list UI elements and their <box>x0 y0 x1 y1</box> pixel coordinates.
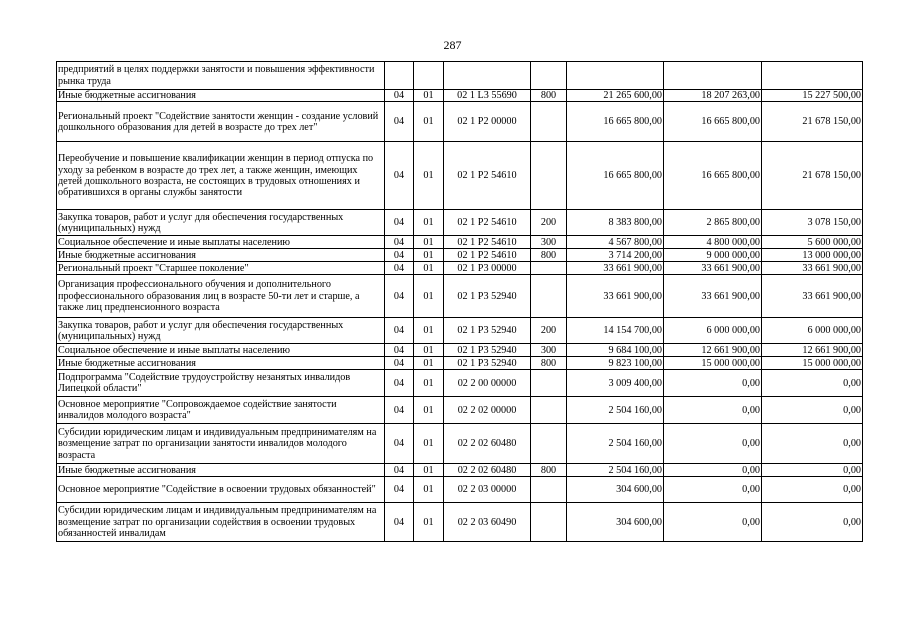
amount-year3-cell: 3 078 150,00 <box>762 210 863 236</box>
row-name-cell: Иные бюджетные ассигнования <box>57 249 385 262</box>
table-row <box>57 210 863 236</box>
amount-year1-cell: 9 823 100,00 <box>567 357 664 370</box>
target-article-code-cell: 02 1 P3 00000 <box>444 262 531 275</box>
amount-year1-cell: 2 504 160,00 <box>567 397 664 424</box>
subsection-code-cell: 01 <box>414 503 444 542</box>
row-name-cell: Закупка товаров, работ и услуг для обеспечения государственных (муниципальных) нужд <box>57 210 385 236</box>
amount-year1-cell: 16 665 800,00 <box>567 102 664 142</box>
section-code-cell <box>385 62 414 90</box>
target-article-code-cell: 02 1 L3 55690 <box>444 90 531 102</box>
amount-year2-cell: 2 865 800,00 <box>664 210 762 236</box>
section-code-cell: 04 <box>385 357 414 370</box>
subsection-code-cell: 01 <box>414 424 444 464</box>
section-code-cell: 04 <box>385 397 414 424</box>
row-name-cell: Основное мероприятие "Содействие в освоении трудовых обязанностей" <box>57 477 385 503</box>
table-row <box>57 62 863 90</box>
section-code-cell: 04 <box>385 102 414 142</box>
amount-year1-cell: 33 661 900,00 <box>567 275 664 318</box>
expense-type-cell: 800 <box>531 464 567 477</box>
subsection-code-cell: 01 <box>414 236 444 249</box>
amount-year3-cell: 0,00 <box>762 464 863 477</box>
subsection-code-cell <box>414 62 444 90</box>
amount-year2-cell: 15 000 000,00 <box>664 357 762 370</box>
expense-type-cell: 300 <box>531 344 567 357</box>
amount-year3-cell: 15 227 500,00 <box>762 90 863 102</box>
amount-year1-cell <box>567 62 664 90</box>
amount-year2-cell: 9 000 000,00 <box>664 249 762 262</box>
expense-type-cell <box>531 370 567 397</box>
amount-year3-cell: 0,00 <box>762 397 863 424</box>
amount-year3-cell: 0,00 <box>762 477 863 503</box>
row-name-cell: Социальное обеспечение и иные выплаты населению <box>57 344 385 357</box>
amount-year1-cell: 14 154 700,00 <box>567 318 664 344</box>
amount-year2-cell: 33 661 900,00 <box>664 275 762 318</box>
target-article-code-cell: 02 2 02 60480 <box>444 424 531 464</box>
amount-year1-cell: 3 009 400,00 <box>567 370 664 397</box>
table-row <box>57 357 863 370</box>
expense-type-cell <box>531 62 567 90</box>
subsection-code-cell: 01 <box>414 249 444 262</box>
table-row <box>57 397 863 424</box>
target-article-code-cell: 02 1 P3 52940 <box>444 275 531 318</box>
amount-year3-cell: 0,00 <box>762 503 863 542</box>
amount-year1-cell: 304 600,00 <box>567 477 664 503</box>
amount-year1-cell: 33 661 900,00 <box>567 262 664 275</box>
amount-year1-cell: 16 665 800,00 <box>567 142 664 210</box>
target-article-code-cell: 02 1 P3 52940 <box>444 357 531 370</box>
amount-year1-cell: 304 600,00 <box>567 503 664 542</box>
target-article-code-cell: 02 2 03 60490 <box>444 503 531 542</box>
expense-type-cell: 200 <box>531 318 567 344</box>
expense-type-cell <box>531 262 567 275</box>
row-name-cell: Субсидии юридическим лицам и индивидуальным предпринимателям на возмещение затрат по организации содействия в освоении трудовых обязанностей инвалидам <box>57 503 385 542</box>
section-code-cell: 04 <box>385 318 414 344</box>
subsection-code-cell: 01 <box>414 318 444 344</box>
row-name-cell: Социальное обеспечение и иные выплаты населению <box>57 236 385 249</box>
target-article-code-cell: 02 1 P2 00000 <box>444 102 531 142</box>
expense-type-cell: 800 <box>531 249 567 262</box>
row-name-cell: Организация профессионального обучения и дополнительного профессионального образования лиц в возрасте 50-ти лет и старше, а также лиц предпенсионного возраста <box>57 275 385 318</box>
section-code-cell: 04 <box>385 210 414 236</box>
amount-year2-cell: 18 207 263,00 <box>664 90 762 102</box>
section-code-cell: 04 <box>385 370 414 397</box>
amount-year3-cell: 0,00 <box>762 424 863 464</box>
amount-year2-cell: 33 661 900,00 <box>664 262 762 275</box>
row-name-cell: Закупка товаров, работ и услуг для обеспечения государственных (муниципальных) нужд <box>57 318 385 344</box>
amount-year2-cell: 0,00 <box>664 397 762 424</box>
expense-type-cell: 200 <box>531 210 567 236</box>
section-code-cell: 04 <box>385 262 414 275</box>
table-row <box>57 236 863 249</box>
subsection-code-cell: 01 <box>414 210 444 236</box>
subsection-code-cell: 01 <box>414 397 444 424</box>
amount-year3-cell: 12 661 900,00 <box>762 344 863 357</box>
section-code-cell: 04 <box>385 90 414 102</box>
row-name-cell: Иные бюджетные ассигнования <box>57 464 385 477</box>
amount-year3-cell: 0,00 <box>762 370 863 397</box>
amount-year3-cell: 21 678 150,00 <box>762 142 863 210</box>
amount-year3-cell: 33 661 900,00 <box>762 275 863 318</box>
expense-type-cell: 800 <box>531 90 567 102</box>
table-row <box>57 249 863 262</box>
expense-type-cell <box>531 102 567 142</box>
expense-type-cell <box>531 477 567 503</box>
amount-year2-cell <box>664 62 762 90</box>
expense-type-cell <box>531 142 567 210</box>
section-code-cell: 04 <box>385 249 414 262</box>
section-code-cell: 04 <box>385 142 414 210</box>
amount-year2-cell: 0,00 <box>664 424 762 464</box>
amount-year3-cell <box>762 62 863 90</box>
target-article-code-cell: 02 2 02 00000 <box>444 397 531 424</box>
subsection-code-cell: 01 <box>414 464 444 477</box>
target-article-code-cell <box>444 62 531 90</box>
table-row <box>57 90 863 102</box>
amount-year2-cell: 16 665 800,00 <box>664 142 762 210</box>
amount-year3-cell: 15 000 000,00 <box>762 357 863 370</box>
table-row <box>57 477 863 503</box>
section-code-cell: 04 <box>385 424 414 464</box>
section-code-cell: 04 <box>385 275 414 318</box>
row-name-cell: Иные бюджетные ассигнования <box>57 90 385 102</box>
subsection-code-cell: 01 <box>414 357 444 370</box>
expense-type-cell <box>531 424 567 464</box>
amount-year3-cell: 13 000 000,00 <box>762 249 863 262</box>
amount-year1-cell: 8 383 800,00 <box>567 210 664 236</box>
row-name-cell: предприятий в целях поддержки занятости и повышения эффективности рынка труда <box>57 62 385 90</box>
subsection-code-cell: 01 <box>414 142 444 210</box>
amount-year3-cell: 6 000 000,00 <box>762 318 863 344</box>
amount-year2-cell: 12 661 900,00 <box>664 344 762 357</box>
expense-type-cell <box>531 503 567 542</box>
row-name-cell: Подпрограмма "Содействие трудоустройству незанятых инвалидов Липецкой области" <box>57 370 385 397</box>
table-body <box>57 62 863 542</box>
amount-year1-cell: 4 567 800,00 <box>567 236 664 249</box>
table-row <box>57 344 863 357</box>
amount-year2-cell: 6 000 000,00 <box>664 318 762 344</box>
section-code-cell: 04 <box>385 344 414 357</box>
section-code-cell: 04 <box>385 236 414 249</box>
target-article-code-cell: 02 1 P3 52940 <box>444 318 531 344</box>
expense-type-cell <box>531 275 567 318</box>
target-article-code-cell: 02 1 P2 54610 <box>444 236 531 249</box>
subsection-code-cell: 01 <box>414 344 444 357</box>
target-article-code-cell: 02 2 00 00000 <box>444 370 531 397</box>
section-code-cell: 04 <box>385 477 414 503</box>
table-row <box>57 262 863 275</box>
amount-year1-cell: 2 504 160,00 <box>567 424 664 464</box>
target-article-code-cell: 02 1 P2 54610 <box>444 210 531 236</box>
amount-year2-cell: 0,00 <box>664 370 762 397</box>
amount-year2-cell: 0,00 <box>664 477 762 503</box>
row-name-cell: Региональный проект "Содействие занятости женщин - создание условий дошкольного образования для детей в возрасте до трех лет" <box>57 102 385 142</box>
amount-year2-cell: 16 665 800,00 <box>664 102 762 142</box>
table-row <box>57 424 863 464</box>
amount-year1-cell: 9 684 100,00 <box>567 344 664 357</box>
target-article-code-cell: 02 1 P3 52940 <box>444 344 531 357</box>
subsection-code-cell: 01 <box>414 275 444 318</box>
table-row <box>57 102 863 142</box>
amount-year1-cell: 21 265 600,00 <box>567 90 664 102</box>
target-article-code-cell: 02 1 P2 54610 <box>444 142 531 210</box>
expense-type-cell: 300 <box>531 236 567 249</box>
page-number: 287 <box>443 38 462 52</box>
row-name-cell: Иные бюджетные ассигнования <box>57 357 385 370</box>
target-article-code-cell: 02 2 03 00000 <box>444 477 531 503</box>
subsection-code-cell: 01 <box>414 102 444 142</box>
row-name-cell: Основное мероприятие "Сопровождаемое содействие занятости инвалидов молодого возраста" <box>57 397 385 424</box>
target-article-code-cell: 02 1 P2 54610 <box>444 249 531 262</box>
expense-type-cell <box>531 397 567 424</box>
amount-year1-cell: 3 714 200,00 <box>567 249 664 262</box>
amount-year2-cell: 4 800 000,00 <box>664 236 762 249</box>
table-row <box>57 142 863 210</box>
subsection-code-cell: 01 <box>414 477 444 503</box>
amount-year1-cell: 2 504 160,00 <box>567 464 664 477</box>
amount-year2-cell: 0,00 <box>664 503 762 542</box>
row-name-cell: Переобучение и повышение квалификации женщин в период отпуска по уходу за ребенком в возрасте до трех лет, а также женщин, имеющих детей дошкольного возраста, не состоящих в трудовых отношениях и обратившихся в органы службы занятости <box>57 142 385 210</box>
table-row <box>57 503 863 542</box>
row-name-cell: Субсидии юридическим лицам и индивидуальным предпринимателям на возмещение затрат по организации занятости инвалидов молодого возраста <box>57 424 385 464</box>
section-code-cell: 04 <box>385 503 414 542</box>
subsection-code-cell: 01 <box>414 262 444 275</box>
table-row <box>57 464 863 477</box>
section-code-cell: 04 <box>385 464 414 477</box>
table-row <box>57 318 863 344</box>
amount-year3-cell: 21 678 150,00 <box>762 102 863 142</box>
target-article-code-cell: 02 2 02 60480 <box>444 464 531 477</box>
budget-table <box>56 61 863 542</box>
subsection-code-cell: 01 <box>414 370 444 397</box>
amount-year3-cell: 5 600 000,00 <box>762 236 863 249</box>
amount-year2-cell: 0,00 <box>664 464 762 477</box>
table-row <box>57 275 863 318</box>
row-name-cell: Региональный проект "Старшее поколение" <box>57 262 385 275</box>
table-row <box>57 370 863 397</box>
amount-year3-cell: 33 661 900,00 <box>762 262 863 275</box>
expense-type-cell: 800 <box>531 357 567 370</box>
subsection-code-cell: 01 <box>414 90 444 102</box>
